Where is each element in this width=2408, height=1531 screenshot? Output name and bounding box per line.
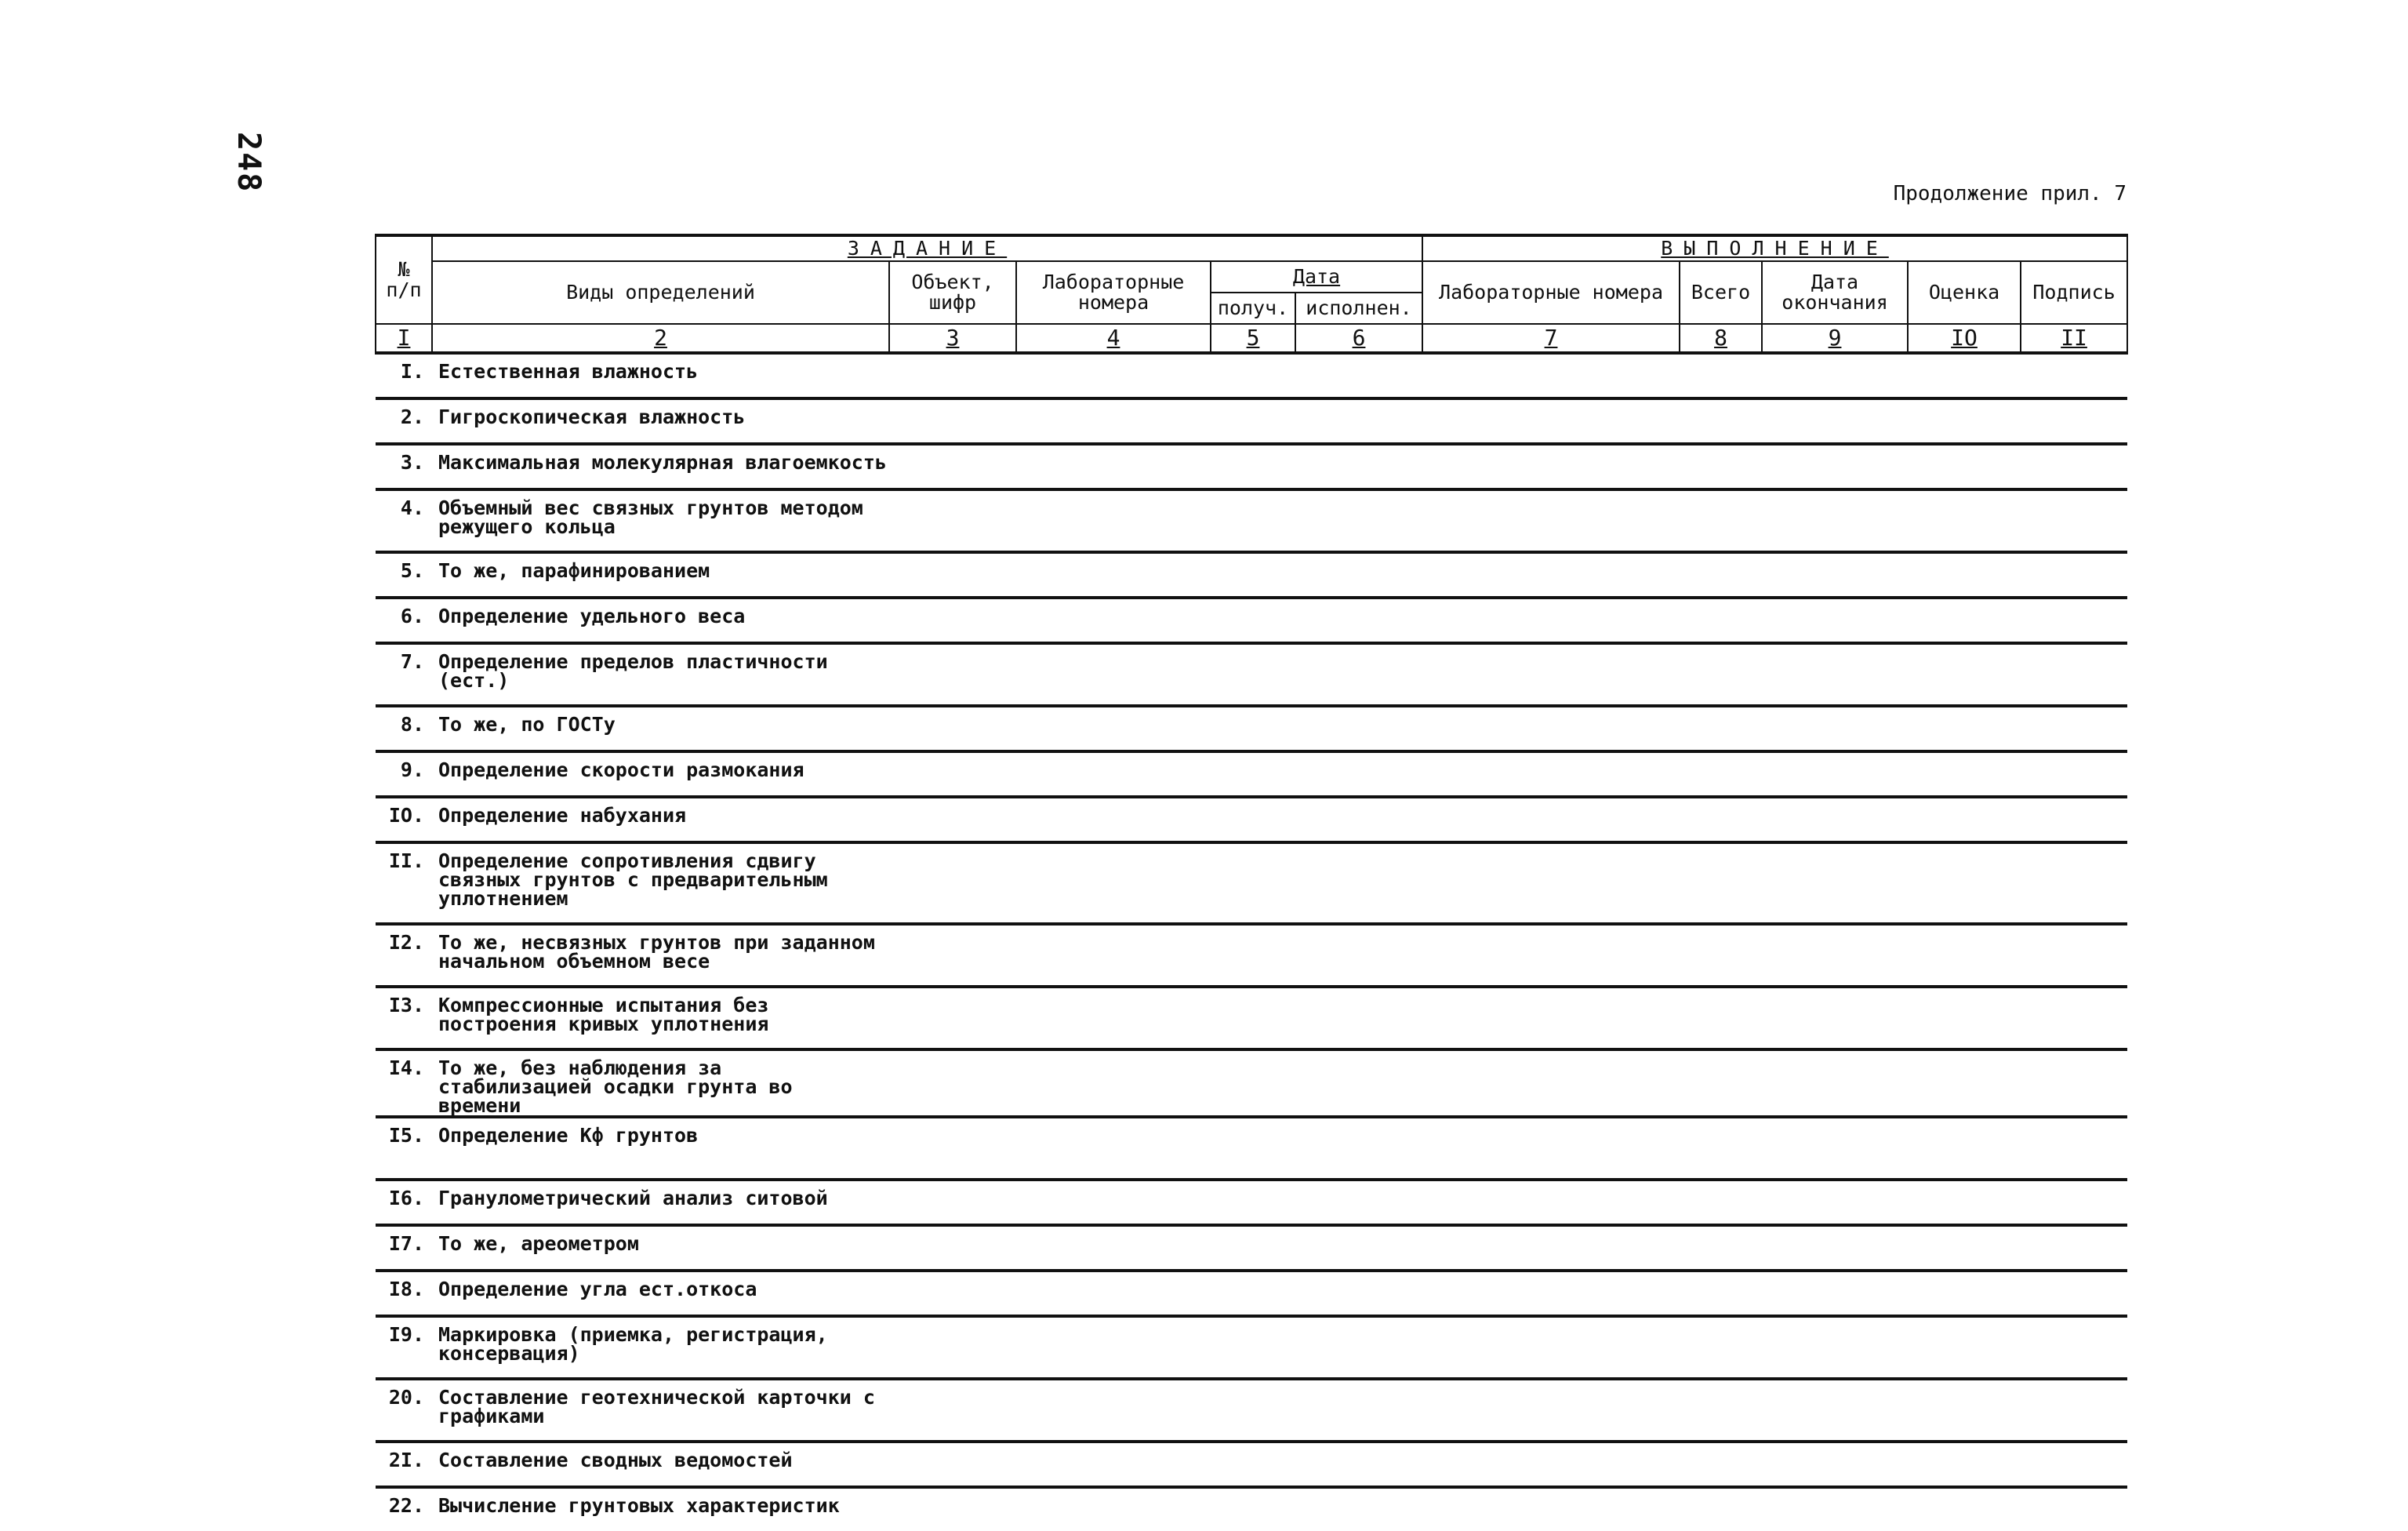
column-number: 5 — [1211, 324, 1295, 353]
row-number: 9. — [376, 751, 432, 797]
types-header: Виды определений — [432, 261, 889, 324]
table-row — [376, 1117, 2127, 1180]
column-number: 2 — [432, 324, 889, 353]
lab-numbers-header: Лабораторные номера — [1016, 261, 1211, 324]
table-row — [376, 842, 2127, 924]
table-row — [376, 398, 2127, 444]
table-row — [376, 598, 2127, 643]
row-task: Определение сопротивления сдвигу связных грунтов с предварительным уплотнением — [432, 842, 889, 924]
row-number: I6. — [376, 1180, 432, 1225]
column-number: 7 — [1422, 324, 1680, 353]
total-header: Всего — [1680, 261, 1762, 324]
row-task: Маркировка (приемка, регистрация, консервация) — [432, 1316, 889, 1379]
row-task: То же, без наблюдения за стабилизацией осадки грунта во времени — [432, 1049, 889, 1117]
table-row — [376, 1442, 2127, 1487]
row-task: Компрессионные испытания без построения кривых уплотнения — [432, 987, 889, 1049]
table-row — [376, 924, 2127, 987]
row-number: 20. — [376, 1379, 432, 1442]
table-row — [376, 797, 2127, 842]
page-number: 248 — [231, 132, 267, 194]
table-row — [376, 643, 2127, 706]
row-number: I2. — [376, 924, 432, 987]
table-row — [376, 987, 2127, 1049]
row-number: II. — [376, 842, 432, 924]
row-task: То же, несвязных грунтов при заданном начальном объемном весе — [432, 924, 889, 987]
table-row — [376, 489, 2127, 552]
row-number: I8. — [376, 1271, 432, 1316]
lab-numbers-exec-header: Лабораторные номера — [1422, 261, 1680, 324]
table-row — [376, 1487, 2127, 1531]
column-number: II — [2021, 324, 2127, 353]
continuation-label: Продолжение прил. 7 — [1893, 182, 2127, 205]
row-task: Определение удельного веса — [432, 598, 2127, 643]
date-header: Дата — [1211, 261, 1422, 293]
row-number: 2I. — [376, 1442, 432, 1487]
table-row — [376, 1225, 2127, 1271]
row-number: 7. — [376, 643, 432, 706]
table-row — [376, 444, 2127, 489]
task-section-header: ЗАДАНИЕ — [432, 235, 1422, 261]
row-number: 5. — [376, 552, 432, 598]
row-task: То же, по ГОСТу — [432, 706, 2127, 751]
row-task: Естественная влажность — [432, 353, 2127, 398]
row-number: 4. — [376, 489, 432, 552]
grade-header: Оценка — [1908, 261, 2021, 324]
row-number: 3. — [376, 444, 432, 489]
table-row — [376, 552, 2127, 598]
table-row — [376, 1049, 2127, 1117]
table-row — [376, 1316, 2127, 1379]
exec-section-header: ВЫПОЛНЕНИЕ — [1422, 235, 2127, 261]
end-date-header: Дата окончания — [1762, 261, 1908, 324]
row-task: Определение скорости размокания — [432, 751, 2127, 797]
row-number: 2. — [376, 398, 432, 444]
column-number: 4 — [1016, 324, 1211, 353]
row-number: 6. — [376, 598, 432, 643]
row-task: Объемный вес связных грунтов методом режущего кольца — [432, 489, 889, 552]
row-task: Определение набухания — [432, 797, 2127, 842]
row-task: Максимальная молекулярная влагоемкость — [432, 444, 2127, 489]
column-number: I — [376, 324, 432, 353]
column-number: IO — [1908, 324, 2021, 353]
table-row — [376, 751, 2127, 797]
table-row — [376, 1379, 2127, 1442]
row-task: Составление сводных ведомостей — [432, 1442, 2127, 1487]
table-row — [376, 1271, 2127, 1316]
table-row — [376, 353, 2127, 398]
assignment-table — [375, 234, 2127, 1531]
executed-header: исполнен. — [1295, 293, 1422, 324]
column-numbers-row — [376, 324, 2127, 353]
row-number: I9. — [376, 1316, 432, 1379]
row-number: I3. — [376, 987, 432, 1049]
row-task: Определение пределов пластичности (ест.) — [432, 643, 889, 706]
signature-header: Подпись — [2021, 261, 2127, 324]
row-number: 8. — [376, 706, 432, 751]
row-number: I4. — [376, 1049, 432, 1117]
row-task: Составление геотехнической карточки с графиками — [432, 1379, 889, 1442]
row-task: Гранулометрический анализ ситовой — [432, 1180, 2127, 1225]
num-column-header: № п/п — [376, 235, 432, 324]
table-row — [376, 1180, 2127, 1225]
row-number: I. — [376, 353, 432, 398]
row-task: Вычисление грунтовых характеристик — [438, 1494, 840, 1517]
row-task: Гигроскопическая влажность — [432, 398, 2127, 444]
row-task: Определение угла ест.откоса — [432, 1271, 2127, 1316]
table-row — [376, 706, 2127, 751]
received-header: получ. — [1211, 293, 1295, 324]
row-task: Определение Кф грунтов — [432, 1117, 2127, 1180]
row-number: IO. — [376, 797, 432, 842]
row-task: То же, парафинированием — [432, 552, 2127, 598]
row-task: То же, ареометром — [432, 1225, 2127, 1271]
column-number: 9 — [1762, 324, 1908, 353]
column-number: 8 — [1680, 324, 1762, 353]
column-number: 3 — [889, 324, 1016, 353]
row-number: I5. — [376, 1117, 432, 1180]
object-header: Объект, шифр — [889, 261, 1016, 324]
row-number: 22. — [388, 1494, 424, 1517]
column-number: 6 — [1295, 324, 1422, 353]
row-number: I7. — [376, 1225, 432, 1271]
